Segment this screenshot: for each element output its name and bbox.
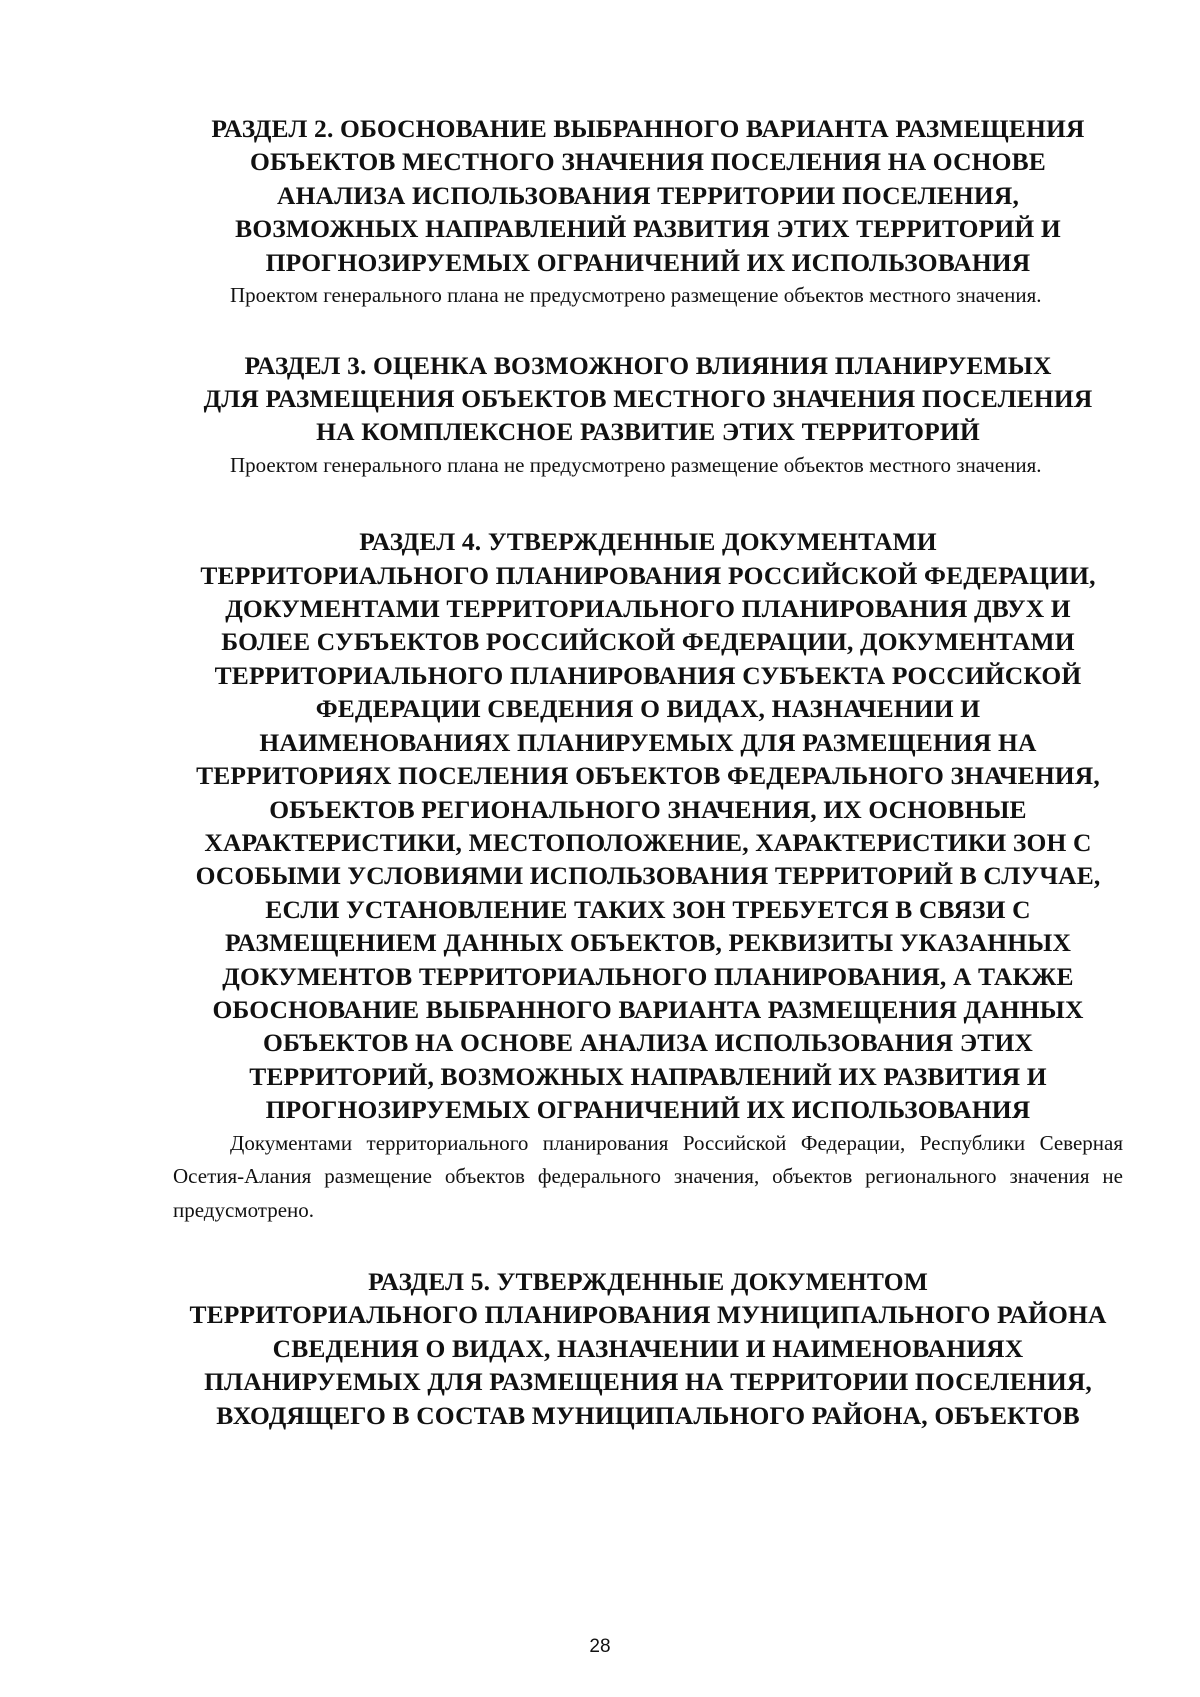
heading-line: ОСОБЫМИ УСЛОВИЯМИ ИСПОЛЬЗОВАНИЯ ТЕРРИТОРИЙ В СЛУЧАЕ, — [195, 861, 1101, 891]
heading-line: ПЛАНИРУЕМЫХ ДЛЯ РАЗМЕЩЕНИЯ НА ТЕРРИТОРИИ ПОСЕЛЕНИЯ, — [204, 1367, 1092, 1397]
heading-line: ОБЪЕКТОВ МЕСТНОГО ЗНАЧЕНИЯ ПОСЕЛЕНИЯ НА ОСНОВЕ — [250, 147, 1046, 177]
heading-line: ОБЪЕКТОВ НА ОСНОВЕ АНАЛИЗА ИСПОЛЬЗОВАНИЯ ЭТИХ — [262, 1028, 1034, 1058]
section-2-heading — [173, 112, 1123, 279]
heading-line: РАЗДЕЛ 3. ОЦЕНКА ВОЗМОЖНОГО ВЛИЯНИЯ ПЛАНИРУЕМЫХ — [244, 350, 1052, 380]
page-content — [173, 112, 1123, 1432]
heading-line: ВОЗМОЖНЫХ НАПРАВЛЕНИЙ РАЗВИТИЯ ЭТИХ ТЕРРИТОРИЙ И — [235, 214, 1061, 244]
section-4-heading — [173, 525, 1123, 1126]
heading-line: ФЕДЕРАЦИИ СВЕДЕНИЯ О ВИДАХ, НАЗНАЧЕНИИ И — [315, 694, 981, 724]
section-spacer — [173, 1227, 1123, 1265]
heading-line: АНАЛИЗА ИСПОЛЬЗОВАНИЯ ТЕРРИТОРИИ ПОСЕЛЕНИЯ, — [277, 180, 1019, 210]
section-5-heading — [173, 1265, 1123, 1432]
heading-line: ТЕРРИТОРИЙ, ВОЗМОЖНЫХ НАПРАВЛЕНИЙ ИХ РАЗВИТИЯ И — [249, 1061, 1047, 1091]
heading-line: ОБЪЕКТОВ РЕГИОНАЛЬНОГО ЗНАЧЕНИЯ, ИХ ОСНОВНЫЕ — [269, 794, 1027, 824]
heading-line: БОЛЕЕ СУБЪЕКТОВ РОССИЙСКОЙ ФЕДЕРАЦИИ, ДОКУМЕНТАМИ — [221, 627, 1075, 657]
heading-line: ТЕРРИТОРИАЛЬНОГО ПЛАНИРОВАНИЯ СУБЪЕКТА РОССИЙСКОЙ — [214, 660, 1082, 690]
section-4-text: Документами территориального планирования Российской Федерации, Республики Северная Осетия-Алания размещение объектов федерального значения, объектов регионального значения не предусмотрено. — [173, 1130, 1123, 1222]
heading-line: ТЕРРИТОРИЯХ ПОСЕЛЕНИЯ ОБЪЕКТОВ ФЕДЕРАЛЬНОГО ЗНАЧЕНИЯ, — [196, 761, 1100, 791]
heading-line: ЕСЛИ УСТАНОВЛЕНИЕ ТАКИХ ЗОН ТРЕБУЕТСЯ В СВЯЗИ С — [265, 894, 1031, 924]
heading-line: РАЗМЕЩЕНИЕМ ДАННЫХ ОБЪЕКТОВ, РЕКВИЗИТЫ УКАЗАННЫХ — [224, 928, 1072, 958]
heading-line: РАЗДЕЛ 4. УТВЕРЖДЕННЫЕ ДОКУМЕНТАМИ — [359, 527, 937, 557]
heading-line: СВЕДЕНИЯ О ВИДАХ, НАЗНАЧЕНИИ И НАИМЕНОВАНИЯХ — [272, 1333, 1024, 1363]
section-spacer — [173, 313, 1123, 349]
heading-line: ДЛЯ РАЗМЕЩЕНИЯ ОБЪЕКТОВ МЕСТНОГО ЗНАЧЕНИЯ ПОСЕЛЕНИЯ — [203, 383, 1093, 413]
heading-line: НА КОМПЛЕКСНОЕ РАЗВИТИЕ ЭТИХ ТЕРРИТОРИЙ — [316, 417, 980, 447]
heading-line: ХАРАКТЕРИСТИКИ, МЕСТОПОЛОЖЕНИЕ, ХАРАКТЕРИСТИКИ ЗОН С — [204, 827, 1092, 857]
heading-line: ОБОСНОВАНИЕ ВЫБРАННОГО ВАРИАНТА РАЗМЕЩЕНИЯ ДАННЫХ — [212, 994, 1084, 1024]
page-number: 28 — [589, 1636, 611, 1657]
heading-line: ВХОДЯЩЕГО В СОСТАВ МУНИЦИПАЛЬНОГО РАЙОНА, ОБЪЕКТОВ — [216, 1400, 1080, 1430]
heading-line: РАЗДЕЛ 5. УТВЕРЖДЕННЫЕ ДОКУМЕНТОМ — [368, 1267, 928, 1297]
heading-line: ТЕРРИТОРИАЛЬНОГО ПЛАНИРОВАНИЯ МУНИЦИПАЛЬНОГО РАЙОНА — [189, 1300, 1107, 1330]
section-2-text: Проектом генерального плана не предусмотрено размещение объектов местного значения. — [230, 283, 1042, 308]
heading-line: РАЗДЕЛ 2. ОБОСНОВАНИЕ ВЫБРАННОГО ВАРИАНТА РАЗМЕЩЕНИЯ — [211, 114, 1085, 143]
section-3-heading — [173, 349, 1123, 449]
heading-line: ДОКУМЕНТАМИ ТЕРРИТОРИАЛЬНОГО ПЛАНИРОВАНИЯ ДВУХ И — [225, 594, 1071, 624]
section-3-text: Проектом генерального плана не предусмотрено размещение объектов местного значения. — [230, 452, 1042, 477]
heading-line: ПРОГНОЗИРУЕМЫХ ОГРАНИЧЕНИЙ ИХ ИСПОЛЬЗОВАНИЯ — [265, 1095, 1031, 1125]
heading-line: НАИМЕНОВАНИЯХ ПЛАНИРУЕМЫХ ДЛЯ РАЗМЕЩЕНИЯ НА — [259, 727, 1037, 757]
heading-line: ДОКУМЕНТОВ ТЕРРИТОРИАЛЬНОГО ПЛАНИРОВАНИЯ, А ТАКЖЕ — [222, 961, 1074, 991]
heading-line: ТЕРРИТОРИАЛЬНОГО ПЛАНИРОВАНИЯ РОССИЙСКОЙ ФЕДЕРАЦИИ, — [200, 560, 1096, 590]
heading-line: ПРОГНОЗИРУЕМЫХ ОГРАНИЧЕНИЙ ИХ ИСПОЛЬЗОВАНИЯ — [265, 247, 1031, 277]
section-spacer — [173, 482, 1123, 525]
